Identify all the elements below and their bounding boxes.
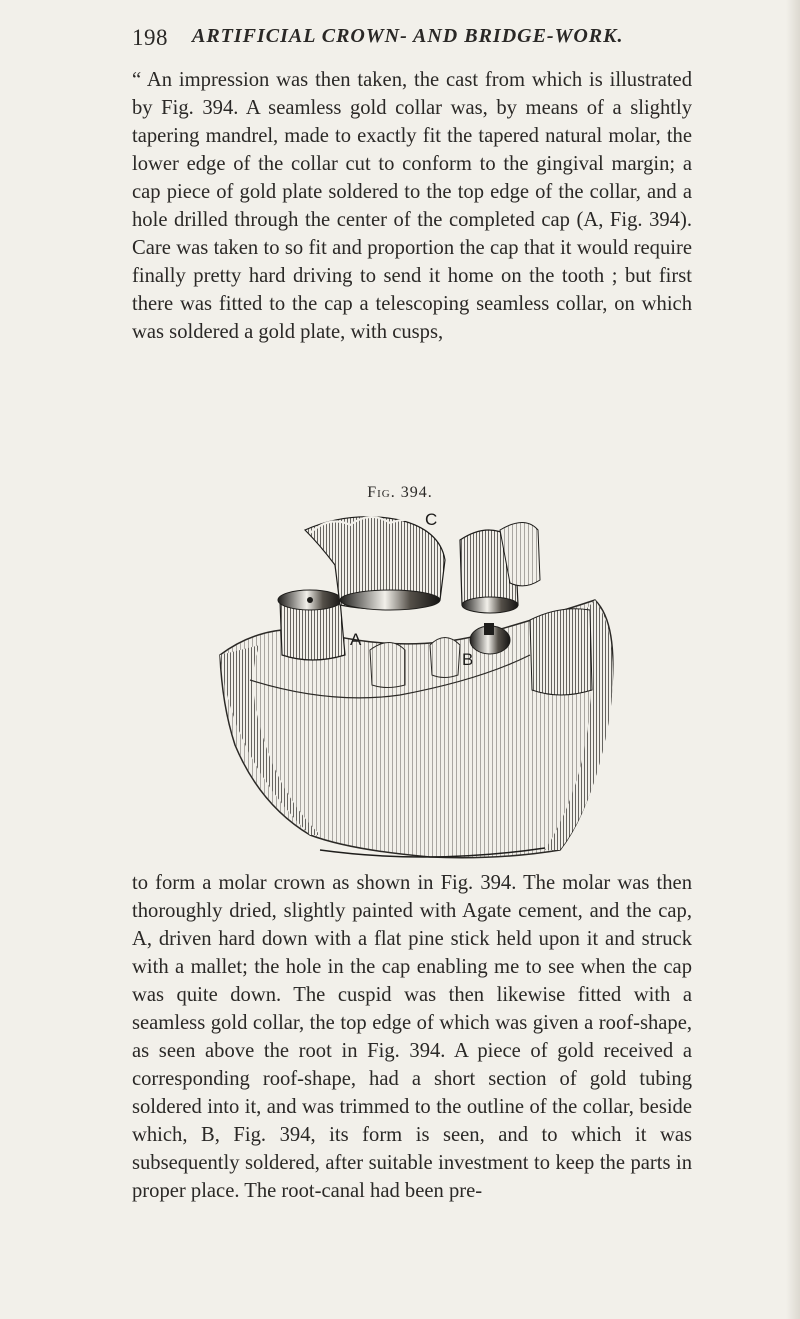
callout-b: B [462,650,474,669]
page-edge-shadow [786,0,800,1319]
premolar-hint [370,643,405,688]
callout-c: C [425,510,438,529]
page-number: 198 [132,25,168,50]
paragraph-2: to form a molar crown as shown in Fig. 394. The molar was then thoroughly dried, slightly painted with Agate cement, and the cap, A, driven hard down with a flat pine stick held upon it and struck with a mallet; the hole in the cap enabling me to see when the cap was quite down. The cuspid was then likewise fitted with a seamless gold collar, the top edge of which was given a roof-shape, as seen above the root in Fig. 394. A piece of gold received a corresponding roof-shape, had a short section of gold tubing soldered into it, and was trimmed to the outline of the collar, beside which, B, Fig. 394, its form is seen, and to which it was subsequently soldered, after suitable investment to keep the parts in proper place. The root-canal had been pre- [132,872,692,1202]
cap-a-hole [307,597,313,603]
page-header [132,18,692,58]
crown-collar-band [340,590,440,610]
dental-cast-engraving [200,505,640,865]
cuspid-collar [462,597,518,613]
figure-label: Fig. 394. [367,484,433,501]
paragraph-1: “ An impression was then taken, the cast from which is illustrated by Fig. 394. A seamless gold collar was, by means of a slightly tapering mandrel, made to exactly fit the tapered natural molar, the lower edge of the collar cut to conform to the gingival margin; a cap piece of gold plate soldered to the top edge of the collar, and a hole drilled through the center of the completed cap (A, Fig. 394). Care was taken to so fit and proportion the cap that it would require finally pretty hard driving to send it home on the tooth ; but first there was fitted to the cap a telescoping seamless collar, on which was soldered a gold plate, with cusps, [132,69,692,343]
figure-394-illustration [200,505,640,865]
incisor-hint [430,638,460,678]
cuspid-root [530,609,592,695]
callout-a: A [350,630,362,649]
running-title: ARTIFICIAL CROWN- AND BRIDGE-WORK. [192,25,624,47]
piece-b-tube [484,623,494,635]
